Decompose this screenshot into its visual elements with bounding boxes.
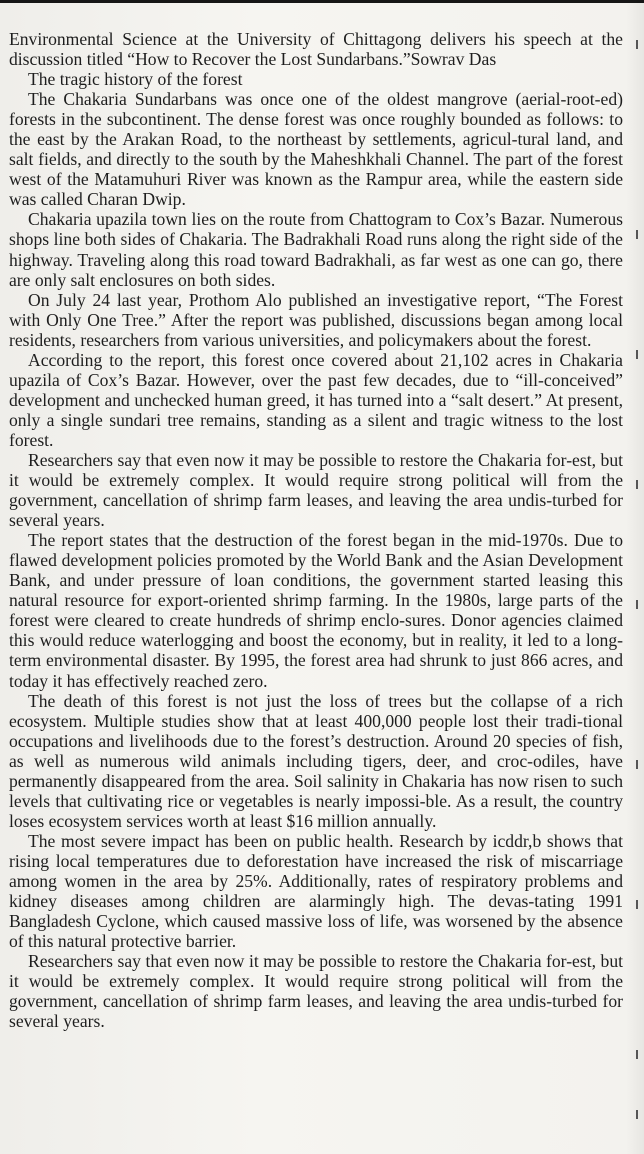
paragraph: The report states that the destruction of the forest began in the mid-1970s. Due to flawed development policies promoted by the World Bank and the Asian Development Bank, and under pressure of loan conditions, the government started leasing this natural resource for export-oriented shrimp farming. In the 1980s, large parts of the forest were cleared to create hundreds of shrimp enclo-sures. Donor agencies claimed this would reduce waterlogging and boost the economy, but in reality, it led to a long-term environmental disaster. By 1995, the forest area had shrunk to just 866 acres, and today it has effectively reached zero. [9, 530, 623, 691]
adjacent-column-edge [636, 350, 638, 359]
photo-caption: Environmental Science at the University of Chittagong delivers his speech at the discussion titled “How to Recover the Lost Sundarbans.”Sowrav Das [9, 29, 623, 70]
adjacent-column-edge [636, 1110, 638, 1119]
adjacent-column-edge [636, 480, 638, 489]
adjacent-column-edge [636, 760, 638, 769]
adjacent-column-edge [636, 1050, 638, 1059]
adjacent-column-edge [636, 600, 638, 609]
adjacent-column-edge [636, 230, 638, 239]
paragraph: The death of this forest is not just the loss of trees but the collapse of a rich ecosystem. Multiple studies show that at least 400,000 people lost their tradi-tional occupations and livelihoods due to the forest’s destruction. Around 20 species of fish, as well as numerous wild animals including tigers, deer, and croc-odiles, have permanently disappeared from the area. Soil salinity in Chakaria has now risen to such levels that cultivating rice or vegetables is nearly impossi-ble. As a result, the country loses ecosystem services worth at least $16 million annually. [9, 690, 623, 831]
paragraph: Researchers say that even now it may be possible to restore the Chakaria for-est, but it would be extremely complex. It would require strong political will from the government, cancellation of shrimp farm leases, and leaving the area undis-turbed for several years. [9, 951, 623, 1032]
paragraph: On July 24 last year, Prothom Alo published an investigative report, “The Forest with Only One Tree.” After the report was published, discussions began among local residents, researchers from various universities, and policymakers about the forest. [9, 289, 623, 350]
page-fold-shadow [626, 0, 644, 1154]
paragraph: The Chakaria Sundarbans was once one of the oldest mangrove (aerial-root-ed) forests in the subcontinent. The dense forest was once roughly bounded as follows: to the east by the Arakan Road, to the northeast by settlements, agricul-tural land, and salt fields, and directly to the south by the Maheshkhali Channel. The part of the forest west of the Matamuhuri River was known as the Rampur area, while the eastern side was called Charan Dwip. [9, 89, 623, 210]
paragraph: The most severe impact has been on public health. Research by icddr,b shows that rising local temperatures due to deforestation have increased the risk of miscarriage among women in the area by 25%. Additionally, rates of respiratory problems and kidney diseases among children are alarmingly high. The devas-tating 1991 Bangladesh Cyclone, which caused massive loss of life, was worsened by the absence of this natural protective barrier. [9, 830, 623, 952]
paragraph: Chakaria upazila town lies on the route from Chattogram to Cox’s Bazar. Numerous shops line both sides of Chakaria. The Badrakhali Road runs along the right side of the highway. Traveling along this road toward Badrakhali, as far west as one can go, there are only salt enclosures on both sides. [9, 209, 623, 290]
scan-edge [0, 0, 644, 3]
adjacent-column-edge [636, 40, 638, 49]
adjacent-column-edge [636, 900, 638, 909]
paragraph: According to the report, this forest once covered about 21,102 acres in Chakaria upazila of Cox’s Bazar. However, over the past few decades, due to “ill-conceived” development and unchecked human greed, it has turned into a “salt desert.” At present, only a single sundari tree remains, standing as a silent and tragic witness to the lost forest. [9, 349, 623, 450]
article-body [9, 29, 623, 1031]
section-heading: The tragic history of the forest [28, 69, 243, 90]
paragraph: Researchers say that even now it may be possible to restore the Chakaria for-est, but it would be extremely complex. It would require strong political will from the government, cancellation of shrimp farm leases, and leaving the area undis-turbed for several years. [9, 449, 623, 531]
